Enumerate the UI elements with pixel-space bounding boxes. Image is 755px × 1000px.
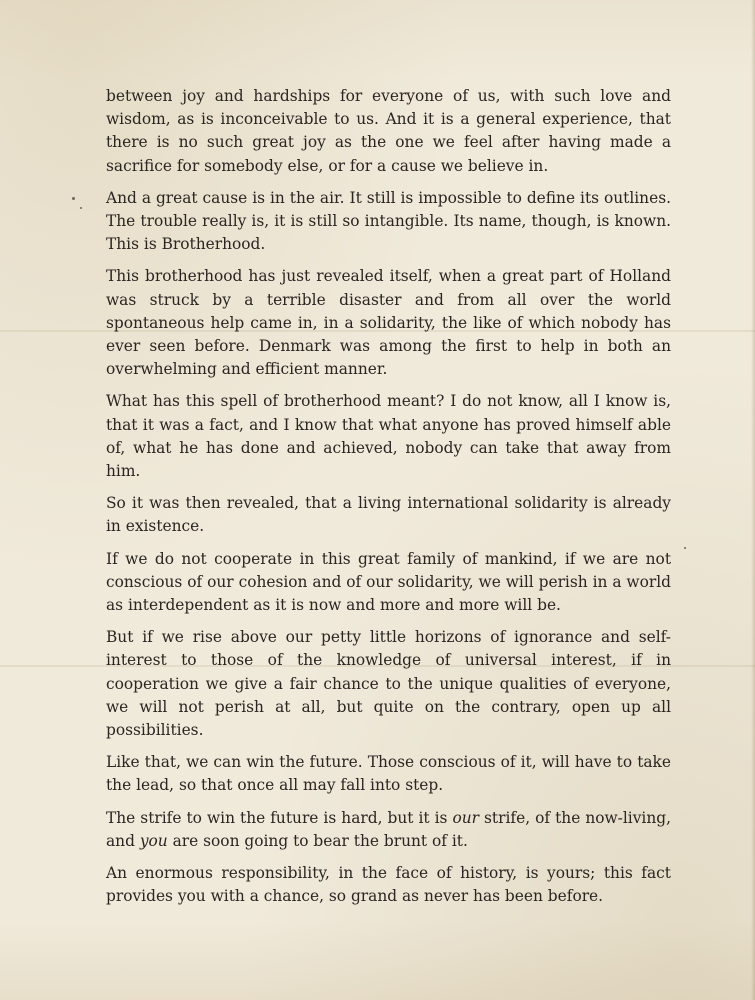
- paper-speck: [684, 547, 686, 549]
- paragraph-6: If we do not cooperate in this great family of mankind, if we are not conscious of our cohesion and of our solidarity, we will perish in a world as interdependent as it is now and more and more will be.: [106, 549, 671, 615]
- paragraph-9: [106, 807, 671, 853]
- letter-body: [106, 85, 671, 918]
- paragraph-7: But if we rise above our petty little horizons of ignorance and self-interest to those of the knowledge of universal interest, if in cooperation we give a fair chance to the unique qualities of everyone, we will not perish at all, but quite on the contrary, open up all possibilities.: [106, 628, 671, 740]
- paragraph-8: Like that, we can win the future. Those conscious of it, will have to take the lead, so that once all may fall into step.: [106, 753, 671, 795]
- emphasis-our: our: [452, 808, 479, 827]
- paper-speck: [72, 197, 75, 200]
- paragraph-4: What has this spell of brotherhood meant? I do not know, all I know is, that it was a fact, and I know that what anyone has proved himself able of, what he has done and achieved, nobody can take that away from him.: [106, 392, 671, 481]
- paragraph-9-part-1: The strife to win the future is hard, but it is: [106, 808, 453, 827]
- paragraph-1: between joy and hardships for everyone of us, with such love and wisdom, as is inconceivable to us. And it is a general experience, that there is no such great joy as the one we feel after having made a sacrifice for somebody else, or for a cause we believe in.: [106, 87, 671, 175]
- emphasis-you: you: [139, 831, 168, 850]
- paper-speck: [80, 207, 82, 209]
- paragraph-3: This brotherhood has just revealed itself, when a great part of Holland was struck by a terrible disaster and from all over the world spontaneous help came in, in a solidarity, the like of which nobody has ever seen before. Denmark was among the first to help in both an overwhelming and efficient manner.: [106, 267, 671, 379]
- paragraph-10: An enormous responsibility, in the face of history, is yours; this fact provides you with a chance, so grand as never has been before.: [106, 864, 671, 906]
- paragraph-5: So it was then revealed, that a living international solidarity is already in existence.: [106, 494, 671, 536]
- page-edge-shadow: [751, 0, 755, 1000]
- paragraph-9-part-2: strife, of the now-living, and: [106, 808, 671, 850]
- paragraph-9-part-3: are soon going to bear the brunt of it.: [167, 831, 468, 850]
- paragraph-2: And a great cause is in the air. It still is impossible to define its outlines. The trouble really is, it is still so intangible. Its name, though, is known. This is Brotherhood.: [106, 188, 671, 254]
